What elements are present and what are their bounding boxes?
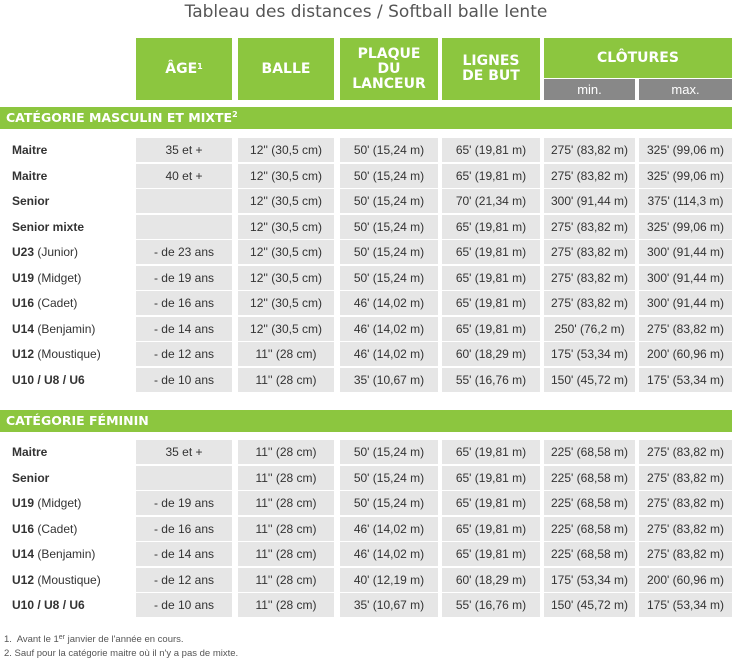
row-label [0,189,132,213]
row-label-main: U19 [12,270,35,285]
header-plaque [340,38,438,100]
cell-balle: 12'' (30,5 cm) [238,240,334,264]
section-feminin-label: CATÉGORIE FÉMININ [6,413,149,428]
page-title: Tableau des distances / Softball balle lente [184,2,548,22]
cell-plaque: 50' (15,24 m) [340,215,438,239]
cell-lignes: 65' (19,81 m) [442,240,540,264]
cell-age [136,215,232,239]
row-label-main: Senior [12,470,50,485]
table-row [0,189,732,213]
cell-age: - de 23 ans [136,240,232,264]
cell-cloture-max: 300' (91,44 m) [639,266,732,290]
row-label-main: Senior [12,194,50,208]
row-label-main: Senior mixte [12,219,85,234]
cell-lignes: 65' (19,81 m) [442,291,540,315]
header-plaque-line3: LANCEUR [352,75,426,92]
cell-plaque: 50' (15,24 m) [340,466,438,490]
section-masculin-mixte-sup: 2 [232,110,238,119]
cell-plaque: 50' (15,24 m) [340,138,438,162]
row-label [0,317,132,341]
footnote-1-sup: er [58,634,66,641]
header-lignes [442,38,540,100]
header-age-sup: 1 [197,61,203,71]
cell-plaque: 50' (15,24 m) [340,491,438,515]
cell-cloture-min: 225' (68,58 m) [544,466,635,490]
row-label [0,138,132,162]
cell-cloture-min: 275' (83,82 m) [544,215,635,239]
cell-cloture-min: 275' (83,82 m) [544,291,635,315]
cell-cloture-min: 225' (68,58 m) [544,542,635,566]
table-row [0,266,732,290]
header-balle [238,38,334,100]
table-row [0,568,732,592]
table-row [0,593,732,617]
cell-cloture-min: 225' (68,58 m) [544,491,635,515]
cell-lignes: 60' (18,29 m) [442,568,540,592]
cell-cloture-min: 250' (76,2 m) [544,317,635,341]
row-label-main: Maitre [12,143,48,157]
cell-cloture-max: 200' (60,96 m) [639,342,732,366]
table-row [0,215,732,239]
table-row [0,440,732,464]
cell-lignes: 55' (16,76 m) [442,593,540,617]
cell-cloture-min: 175' (53,34 m) [544,568,635,592]
cell-age: - de 12 ans [136,568,232,592]
cell-age: - de 19 ans [136,266,232,290]
cell-balle: 11'' (28 cm) [238,517,334,541]
section-masculin-mixte-label: CATÉGORIE MASCULIN ET MIXTE [6,110,233,125]
row-label-main: U23 [12,245,35,259]
cell-cloture-max: 175' (53,34 m) [639,368,732,392]
cell-lignes: 60' (18,29 m) [442,342,540,366]
header-lignes-line2: DE BUT [462,68,520,84]
row-label [0,342,132,366]
row-label-main: U16 [12,296,35,310]
row-label [0,215,132,239]
cell-cloture-min: 175' (53,34 m) [544,342,635,366]
cell-cloture-min: 275' (83,82 m) [544,164,635,188]
cell-balle: 11'' (28 cm) [238,593,334,617]
cell-plaque: 50' (15,24 m) [340,164,438,188]
cell-age: - de 10 ans [136,368,232,392]
cell-age: 40 et + [136,164,232,188]
row-label [0,568,132,592]
cell-balle: 12'' (30,5 cm) [238,189,334,213]
cell-age: - de 10 ans [136,593,232,617]
cell-cloture-max: 325' (99,06 m) [639,215,732,239]
row-label-detail: (Benjamin) [34,547,96,561]
cell-age: - de 16 ans [136,291,232,315]
cell-balle: 11'' (28 cm) [238,342,334,366]
row-label-detail: (Midget) [34,270,82,285]
header-clotures-label: CLÔTURES [597,49,679,66]
cell-plaque: 46' (14,02 m) [340,291,438,315]
row-label-detail: (Moustique) [34,572,101,587]
header-age-label: ÂGE [165,60,198,77]
cell-lignes: 65' (19,81 m) [442,215,540,239]
cell-cloture-min: 150' (45,72 m) [544,593,635,617]
row-label [0,240,132,264]
cell-balle: 12'' (30,5 cm) [238,317,334,341]
footnote-1-pre: Avant le 1 [16,634,59,645]
header-balle-label: BALLE [261,60,311,77]
table-row [0,491,732,515]
cell-plaque: 46' (14,02 m) [340,542,438,566]
row-label [0,164,132,188]
cell-age [136,189,232,213]
cell-lignes: 65' (19,81 m) [442,164,540,188]
cell-lignes: 65' (19,81 m) [442,440,540,464]
table-row [0,368,732,392]
cell-cloture-max: 275' (83,82 m) [639,317,732,341]
cell-age [136,466,232,490]
cell-age: - de 14 ans [136,317,232,341]
table-row [0,466,732,490]
cell-lignes: 65' (19,81 m) [442,542,540,566]
cell-plaque: 46' (14,02 m) [340,342,438,366]
row-label [0,440,132,464]
footnote-1-num: 1. [4,634,12,645]
cell-lignes: 65' (19,81 m) [442,266,540,290]
row-label [0,466,132,490]
row-label-detail: (Benjamin) [34,321,96,336]
cell-cloture-max: 275' (83,82 m) [639,491,732,515]
row-label [0,542,132,566]
cell-age: - de 16 ans [136,517,232,541]
header-min: min. [544,79,635,100]
footnote-1-post: janvier de l'année en cours. [65,634,184,645]
section-feminin [0,410,732,432]
cell-balle: 12'' (30,5 cm) [238,215,334,239]
table-row [0,542,732,566]
header-max: max. [639,79,732,100]
row-label [0,517,132,541]
cell-age: 35 et + [136,138,232,162]
cell-plaque: 46' (14,02 m) [340,517,438,541]
cell-cloture-min: 275' (83,82 m) [544,138,635,162]
cell-age: - de 12 ans [136,342,232,366]
cell-balle: 11'' (28 cm) [238,568,334,592]
cell-cloture-max: 275' (83,82 m) [639,440,732,464]
row-label-main: U12 [12,347,35,361]
row-label [0,368,132,392]
cell-plaque: 50' (15,24 m) [340,189,438,213]
row-label [0,593,132,617]
footnote-1 [4,634,184,645]
table-row [0,517,732,541]
cell-balle: 11'' (28 cm) [238,491,334,515]
cell-cloture-max: 325' (99,06 m) [639,164,732,188]
row-label-main: U10 / U8 / U6 [12,372,85,387]
cell-balle: 12'' (30,5 cm) [238,164,334,188]
cell-plaque: 46' (14,02 m) [340,317,438,341]
table-row [0,291,732,315]
footnote-2: 2. Sauf pour la catégorie maitre où il n'y a pas de mixte. [4,648,239,659]
table-row [0,240,732,264]
cell-cloture-max: 275' (83,82 m) [639,466,732,490]
cell-cloture-max: 275' (83,82 m) [639,517,732,541]
header-clotures [544,38,732,78]
row-label-detail: (Cadet) [34,296,78,310]
table-row [0,138,732,162]
cell-cloture-min: 225' (68,58 m) [544,440,635,464]
cell-plaque: 50' (15,24 m) [340,266,438,290]
cell-cloture-max: 325' (99,06 m) [639,138,732,162]
table-row [0,164,732,188]
cell-balle: 11'' (28 cm) [238,466,334,490]
cell-cloture-max: 300' (91,44 m) [639,240,732,264]
cell-balle: 11'' (28 cm) [238,440,334,464]
cell-lignes: 65' (19,81 m) [442,517,540,541]
table-row [0,317,732,341]
row-label-main: U12 [12,572,35,587]
cell-age: - de 19 ans [136,491,232,515]
row-label-detail: (Midget) [34,496,82,510]
row-label-main: Maitre [12,445,48,459]
cell-plaque: 35' (10,67 m) [340,593,438,617]
cell-plaque: 35' (10,67 m) [340,368,438,392]
cell-lignes: 65' (19,81 m) [442,466,540,490]
row-label-main: U16 [12,521,35,536]
cell-plaque: 50' (15,24 m) [340,440,438,464]
cell-cloture-max: 200' (60,96 m) [639,568,732,592]
row-label-main: U14 [12,321,35,336]
cell-plaque: 40' (12,19 m) [340,568,438,592]
cell-balle: 11'' (28 cm) [238,368,334,392]
row-label-main: U19 [12,496,35,510]
cell-plaque: 50' (15,24 m) [340,240,438,264]
row-label-detail: (Cadet) [34,521,78,536]
row-label [0,491,132,515]
row-label [0,266,132,290]
cell-balle: 12'' (30,5 cm) [238,266,334,290]
cell-lignes: 70' (21,34 m) [442,189,540,213]
row-label-main: Maitre [12,168,48,183]
row-label [0,291,132,315]
cell-lignes: 65' (19,81 m) [442,317,540,341]
cell-lignes: 65' (19,81 m) [442,138,540,162]
row-label-detail: (Moustique) [34,347,101,361]
cell-age: - de 14 ans [136,542,232,566]
cell-lignes: 55' (16,76 m) [442,368,540,392]
cell-balle: 11'' (28 cm) [238,542,334,566]
cell-cloture-min: 300' (91,44 m) [544,189,635,213]
header-plaque-line1: PLAQUE [357,45,421,62]
cell-balle: 12'' (30,5 cm) [238,138,334,162]
row-label-main: U14 [12,547,35,561]
cell-lignes: 65' (19,81 m) [442,491,540,515]
cell-cloture-min: 275' (83,82 m) [544,266,635,290]
cell-age: 35 et + [136,440,232,464]
cell-balle: 12'' (30,5 cm) [238,291,334,315]
row-label-detail: (Junior) [34,245,79,259]
row-label-main: U10 / U8 / U6 [12,598,85,612]
cell-cloture-max: 300' (91,44 m) [639,291,732,315]
cell-cloture-max: 275' (83,82 m) [639,542,732,566]
cell-cloture-max: 375' (114,3 m) [639,189,732,213]
section-masculin-mixte [0,107,732,129]
header-lignes-line1: LIGNES [462,53,520,69]
cell-cloture-max: 175' (53,34 m) [639,593,732,617]
cell-cloture-min: 275' (83,82 m) [544,240,635,264]
table-row [0,342,732,366]
header-plaque-line2: DU [377,60,401,77]
cell-cloture-min: 150' (45,72 m) [544,368,635,392]
header-age [136,38,232,100]
cell-cloture-min: 225' (68,58 m) [544,517,635,541]
